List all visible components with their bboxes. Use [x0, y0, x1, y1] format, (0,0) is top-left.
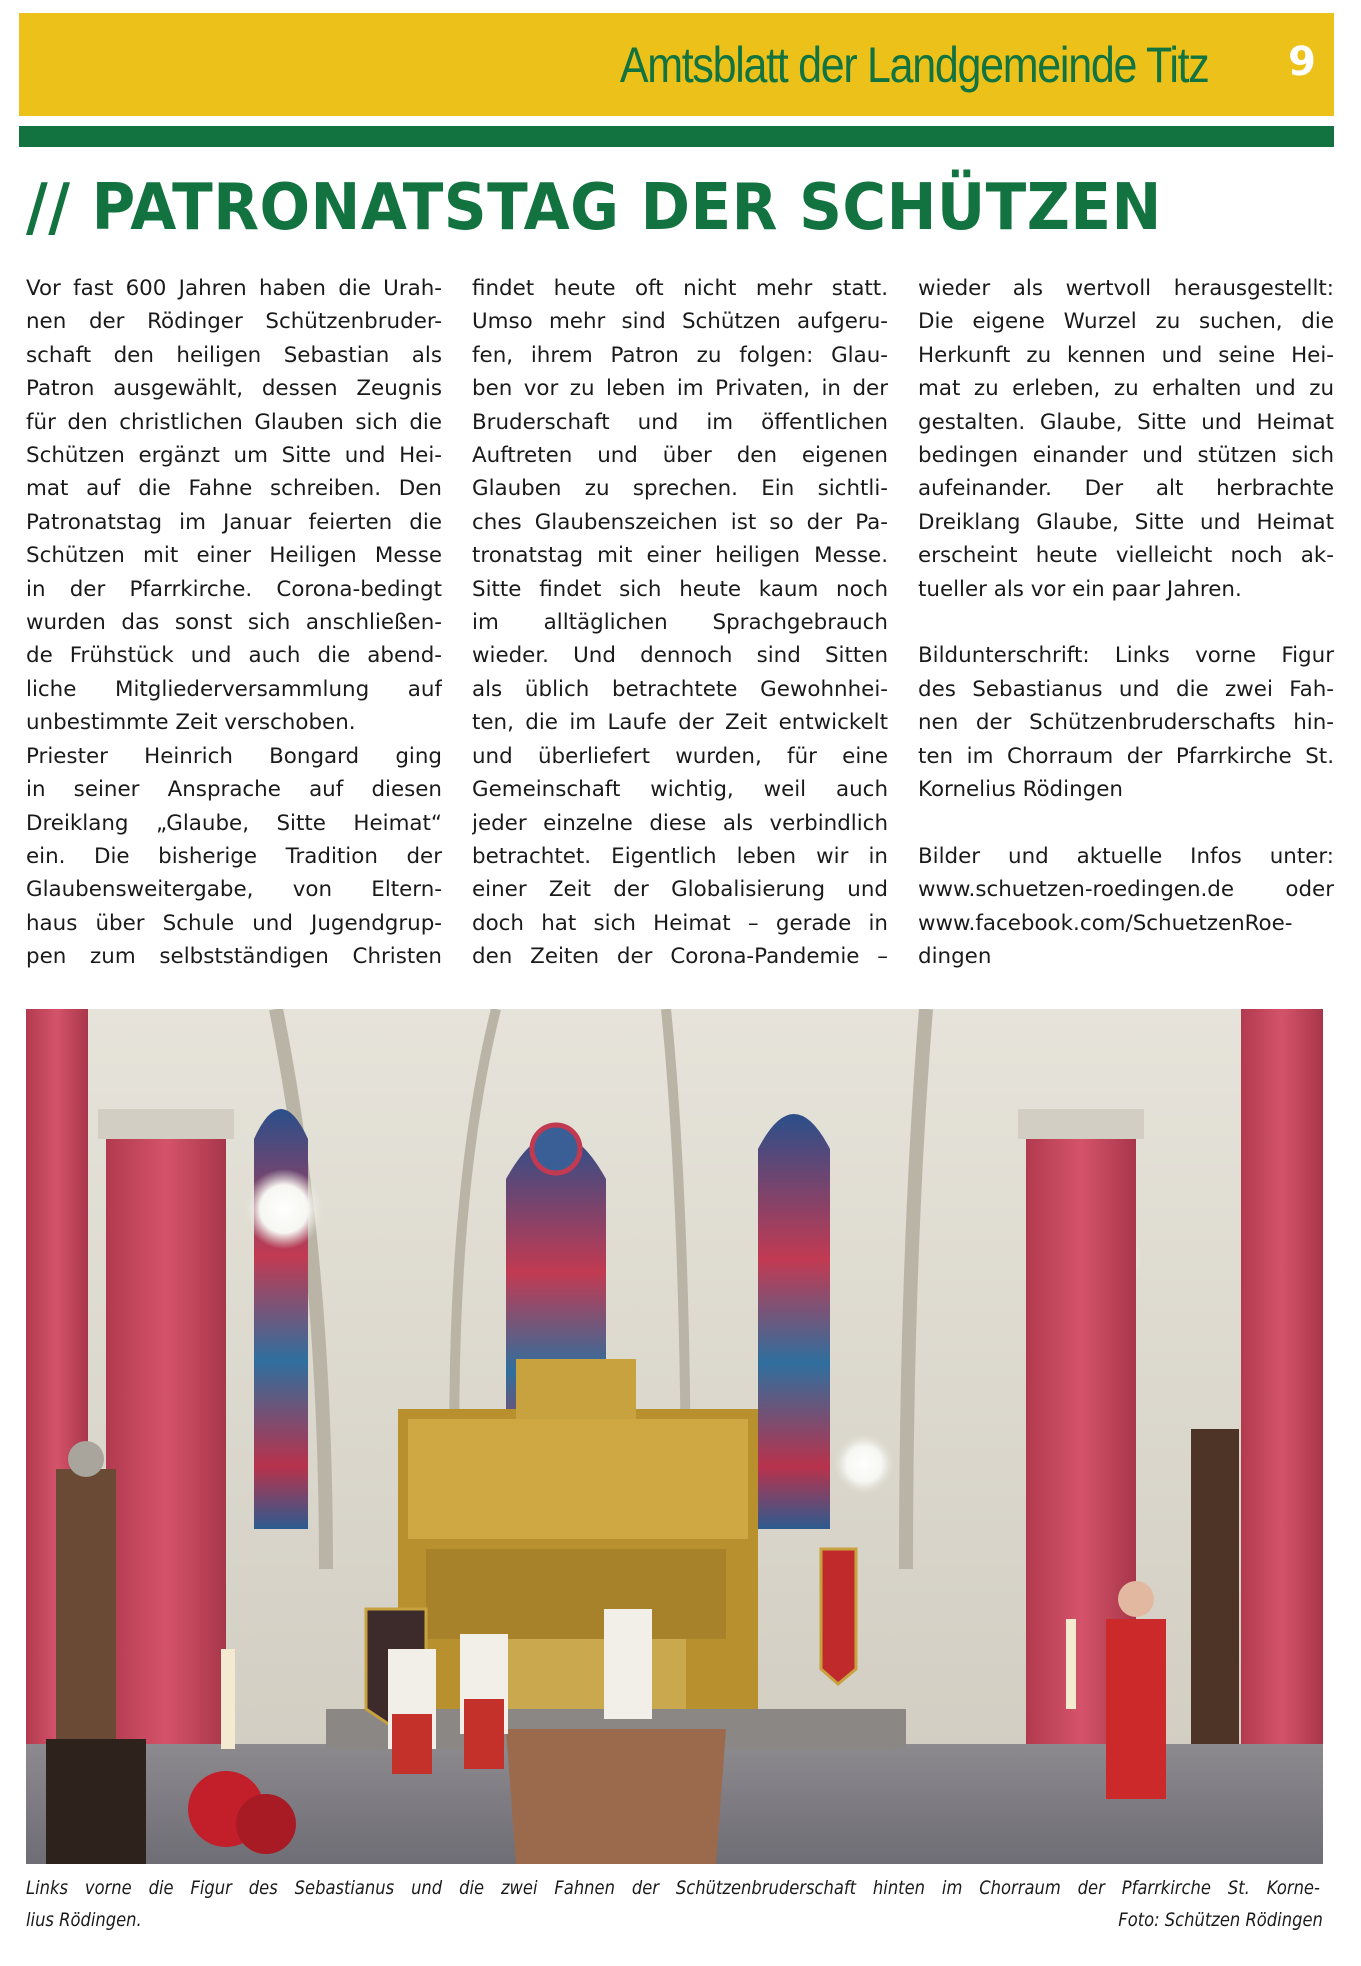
text-line: gestalten. Glaube, Sitte und Heimat [918, 409, 1334, 435]
text-line: den Zeiten der Corona-Pandemie – [472, 944, 888, 970]
facebook-link-line[interactable]: www.facebook.com/SchuetzenRoe- [918, 910, 1293, 936]
text-line: Schützen mit einer Heiligen Messe [26, 543, 442, 569]
text-line: als üblich betrachtete Gewohnhei- [472, 676, 888, 702]
sebastian-statue [56, 1469, 116, 1739]
text-line: Gemeinschaft wichtig, weil auch [472, 777, 888, 803]
church-interior-photo [26, 1009, 1323, 1864]
banner [821, 1549, 856, 1684]
pillar-capital [1018, 1109, 1144, 1139]
poinsettia [236, 1794, 296, 1854]
text-line: für den christlichen Glauben sich die [26, 409, 442, 435]
side-shrine [1191, 1429, 1239, 1789]
header-divider-bar [19, 126, 1334, 147]
text-line: wieder als wertvoll herausgestellt: [918, 276, 1334, 301]
text-line: bedingen einander und stützen sich [918, 443, 1334, 469]
text-line: Glauben zu sprechen. Ein sichtli- [472, 476, 888, 502]
candle [1066, 1619, 1076, 1709]
text-line: im alltäglichen Sprachgebrauch [472, 610, 888, 636]
text-line: schaft den heiligen Sebastian als [26, 342, 442, 368]
altarpiece-lower [426, 1549, 726, 1639]
column-2-text [472, 272, 888, 974]
pillar [1241, 1009, 1323, 1864]
text-line: Patronatstag im Januar feierten die [26, 509, 442, 535]
text-line: haus über Schule und Jugendgrup- [26, 910, 442, 936]
text-line: Bildunterschrift: Links vorne Figur [918, 643, 1334, 669]
photo-illustration [26, 1009, 1323, 1864]
text-line: doch hat sich Heimat – gerade in [472, 910, 888, 936]
text-line: de Frühstück und auch die abend- [26, 643, 442, 669]
article-column-1 [26, 272, 442, 974]
text-line: und überliefert wurden, für eine [472, 743, 888, 769]
statue-helmet [68, 1441, 104, 1477]
caption-line-2: lius Rödingen. [26, 1909, 142, 1931]
paragraph-gap [918, 806, 1334, 839]
article-column-2 [472, 272, 888, 974]
rose-window [532, 1125, 580, 1173]
text-line: unbestimmte Zeit verschoben. [26, 710, 356, 736]
text-line: Bruderschaft und im öffentlichen [472, 409, 888, 435]
text-line: Priester Heinrich Bongard ging [26, 743, 442, 769]
text-line: Glaubensweitergabe, von Eltern- [26, 877, 442, 903]
photo-credit: Foto: Schützen Rödingen [1118, 1909, 1323, 1931]
text-line: erscheint heute vielleicht noch ak- [918, 543, 1334, 569]
text-line: Dreiklang Glaube, Sitte und Heimat [918, 509, 1334, 535]
pillar [106, 1119, 226, 1839]
text-line: Schützen ergänzt um Sitte und Hei- [26, 443, 442, 469]
text-line: ten, die im Laufe der Zeit entwickelt [472, 710, 888, 736]
text-line: liche Mitgliederversammlung auf [26, 676, 442, 702]
text-line: Kornelius Rödingen [918, 777, 1123, 803]
text-line: fen, ihrem Patron zu folgen: Glau- [472, 342, 888, 368]
text-line: aufeinander. Der alt herbrachte [918, 476, 1334, 502]
text-line: tueller als vor ein paar Jahren. [918, 576, 1242, 602]
priest-head [1118, 1581, 1154, 1617]
column-3-paragraph-1 [918, 272, 1334, 606]
statue-pedestal [46, 1739, 146, 1864]
text-line: des Sebastianus und die zwei Fah- [918, 676, 1334, 702]
text-line: jeder einzelne diese als verbindlich [472, 810, 888, 836]
pillar-capital [98, 1109, 234, 1139]
text-line: ches Glaubenszeichen ist so der Pa- [472, 509, 888, 535]
masthead-bar [19, 13, 1334, 116]
caption-line-1: Links vorne die Figur des Sebastianus und die zwei Fahnen der Schützenbruderschaft hinten im Chorraum der Pfarrkirche St. Korne- [26, 1877, 1320, 1899]
text-line: mat zu erleben, zu erhalten und zu [918, 376, 1334, 402]
altar-server-robe [392, 1714, 432, 1774]
hanging-lamp [834, 1434, 894, 1494]
text-line: ben vor zu leben im Privaten, in der [472, 376, 888, 402]
altarpiece-panels [408, 1419, 748, 1539]
altar-table [506, 1729, 726, 1864]
page-number: 9 [1288, 39, 1316, 85]
text-line: einer Zeit der Globalisierung und [472, 877, 888, 903]
caption-row-2 [26, 1904, 1323, 1936]
text-line: nen der Schützenbruderschafts hin- [918, 710, 1334, 736]
text-line: in der Pfarrkirche. Corona-bedingt [26, 576, 442, 602]
photo-caption [26, 1872, 1323, 1936]
text-line: betrachtet. Eigentlich leben wir in [472, 843, 888, 869]
hanging-lamp [244, 1169, 324, 1249]
column-1-text [26, 272, 442, 974]
text-line: ten im Chorraum der Pfarrkirche St. [918, 743, 1334, 769]
text-line: pen zum selbstständigen Christen [26, 944, 442, 970]
article-headline: // PATRONATSTAG DER SCHÜTZEN [26, 171, 1162, 245]
article-column-3 [918, 272, 1334, 974]
altar-server [604, 1609, 652, 1719]
text-line: wieder. Und dennoch sind Sitten [472, 643, 888, 669]
paragraph-gap [918, 606, 1334, 639]
text-line: findet heute oft nicht mehr statt. [472, 276, 888, 301]
text-line: ein. Die bisherige Tradition der [26, 843, 442, 869]
text-line: tronatstag mit einer heiligen Messe. [472, 543, 888, 569]
text-line: Dreiklang „Glaube, Sitte Heimat“ [26, 810, 442, 836]
priest [1106, 1619, 1166, 1799]
text-line: in seiner Ansprache auf diesen [26, 777, 442, 803]
column-3-links-paragraph [918, 840, 1334, 974]
text-line: Umso mehr sind Schützen aufgeru- [472, 309, 888, 335]
text-line: Patron ausgewählt, dessen Zeugnis [26, 376, 442, 402]
text-line: Vor fast 600 Jahren haben die Urah- [26, 276, 442, 301]
text-line: mat auf die Fahne schreiben. Den [26, 476, 442, 502]
altar-server-robe [464, 1699, 504, 1769]
text-line: Auftreten und über den eigenen [472, 443, 888, 469]
text-line: Bilder und aktuelle Infos unter: [918, 843, 1334, 869]
candle [221, 1649, 235, 1749]
website-link-line[interactable]: www.schuetzen-roedingen.de oder [918, 877, 1334, 903]
facebook-link-line-end[interactable]: dingen [918, 944, 992, 970]
column-3-photo-caption-note [918, 639, 1334, 806]
stained-glass-window-right [758, 1114, 830, 1529]
text-line: Sitte findet sich heute kaum noch [472, 576, 888, 602]
altarpiece-top [516, 1359, 636, 1419]
text-line: Die eigene Wurzel zu suchen, die [918, 309, 1334, 335]
publication-title: Amtsblatt der Landgemeinde Titz [619, 37, 1208, 93]
text-line: wurden das sonst sich anschließen- [26, 610, 442, 636]
text-line: Herkunft zu kennen und seine Hei- [918, 342, 1334, 368]
text-line: nen der Rödinger Schützenbruder- [26, 309, 442, 335]
